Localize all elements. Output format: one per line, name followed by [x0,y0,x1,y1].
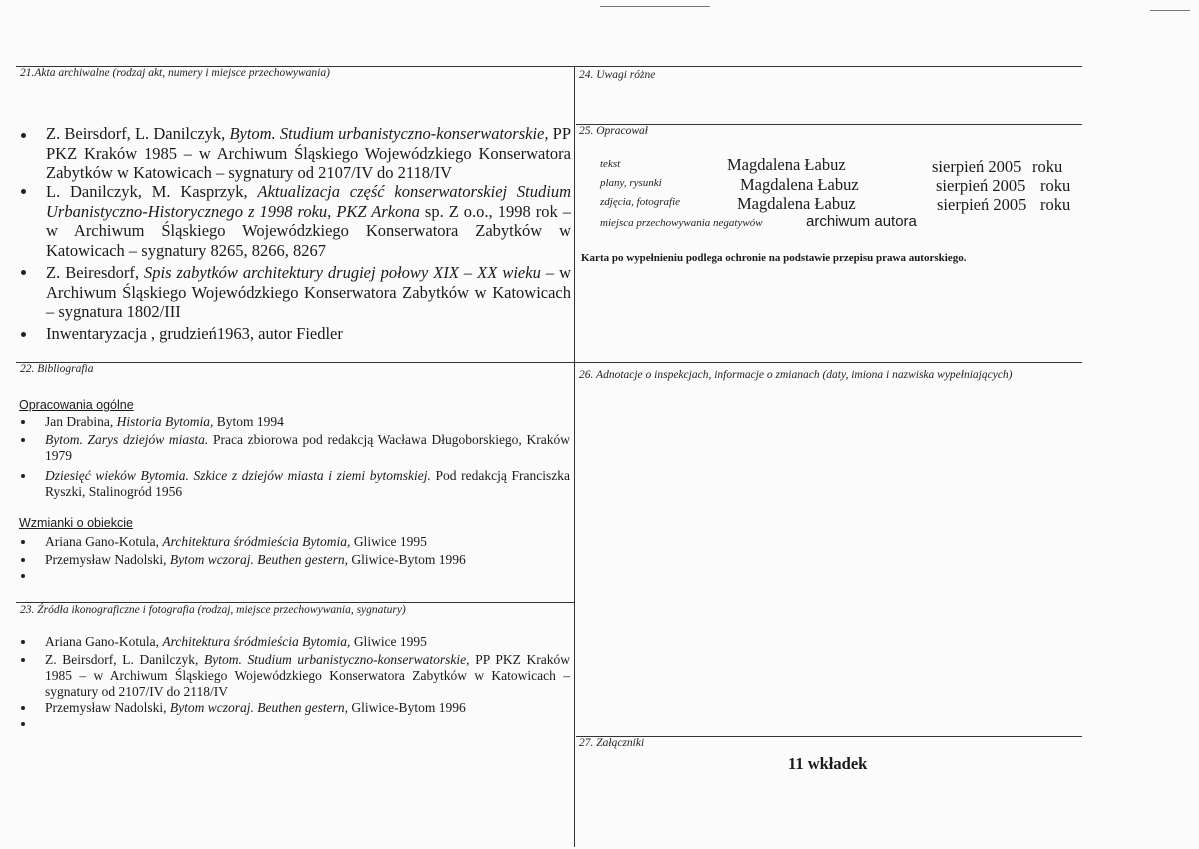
section-26-label: 26. Adnotacje o inspekcjach, informacje o zmianach (daty, imiona i nazwiska wypełniających) [579,369,1013,381]
author-date-plans: sierpień 2005 [936,176,1026,195]
bullet-icon [21,640,25,644]
general-heading: Opracowania ogólne [19,398,134,412]
author-date-photos: sierpień 2005 [937,195,1027,214]
bullet-icon [21,558,25,562]
author-key-plans: plany, rysunki [600,177,662,189]
copyright-notice: Karta po wypełnieniu podlega ochronie na podstawie przepisu prawa autorskiego. [581,252,967,264]
s23-item-1: Ariana Gano-Kotula, Architektura śródmieścia Bytomia, Gliwice 1995 [45,634,427,649]
author-date-text: sierpień 2005 [932,157,1022,176]
author-key-photos: zdjęcia, fotografie [600,196,681,208]
section-21-label: 21.Akta archiwalne (rodzaj akt, numery i miejsce przechowywania) [20,67,330,79]
author-unit-photos: roku [1040,195,1071,214]
s22-object-1: Ariana Gano-Kotula, Architektura śródmieścia Bytomia, Gliwice 1995 [45,534,427,549]
negatives-value: archiwum autora [806,213,917,230]
s22-object-2: Przemysław Nadolski, Bytom wczoraj. Beuthen gestern, Gliwice-Bytom 1996 [45,552,466,567]
section-27-label: 27. Załączniki [579,737,645,749]
bullet-icon [21,332,26,337]
author-name-plans: Magdalena Łabuz [740,175,859,194]
s21-item-1: Z. Beirsdorf, L. Danilczyk, Bytom. Studium urbanistyczno-konserwatorskie, PP PKZ Kraków 1985 – w Archiwum Śląskiego Wojewódzkiego Konserwatora Zabytków w Katowicach – sygnatury od 2107/IV do 2118/IV [46,124,572,182]
bullet-icon [21,133,26,138]
object-heading: Wzmianki o obiekcie [19,516,133,530]
section-24-label: 24. Uwagi różne [579,69,656,81]
bullet-icon [21,658,25,662]
section-23-label: 23. Źródła ikonograficzne i fotografia (rodzaj, miejsce przechowywania, sygnatury) [20,604,406,616]
bullet-icon [21,574,25,578]
author-unit-plans: roku [1040,176,1071,195]
section-divider [16,602,574,603]
s22-general-1: Jan Drabina, Historia Bytomia, Bytom 1994 [45,414,284,429]
attachments-value: 11 wkładek [788,754,868,773]
author-name-photos: Magdalena Łabuz [737,194,856,213]
s23-item-3: Przemysław Nadolski, Bytom wczoraj. Beuthen gestern, Gliwice-Bytom 1996 [45,700,466,715]
bullet-icon [21,270,26,275]
section-25-label: 25. Opracował [579,125,648,137]
scan-edge-line [1150,10,1190,11]
section-divider [576,736,1082,737]
section-divider [16,362,1082,363]
bullet-icon [21,474,25,478]
s22-general-2: Bytom. Zarys dziejów miasta. Praca zbiorowa pod redakcją Wacława Długoborskiego, Kraków 1979 [45,432,570,463]
column-divider [574,66,575,847]
author-name-text: Magdalena Łabuz [727,155,846,174]
bullet-icon [21,420,25,424]
author-key-text: tekst [600,158,621,170]
bullet-icon [21,189,26,194]
author-unit-text: roku [1032,157,1063,176]
s23-item-2: Z. Beirsdorf, L. Danilczyk, Bytom. Studium urbanistyczno-konserwatorskie, PP PKZ Kraków 1985 – w Archiwum Śląskiego Wojewódzkiego Konserwatora Zabytków w Katowicach – sygnatury od 2107/IV do 2118/IV [45,652,570,699]
s21-item-2: L. Danilczyk, M. Kasprzyk, Aktualizacja część konserwatorskiej Studium Urbanistyczno-Historycznego z 1998 roku, PKZ Arkona sp. Z o.o., 1998 rok – w Archiwum Śląskiego Wojewódzkiego Konserwatora Zabytków w Katowicach – sygnatury 8265, 8266, 8267 [46,182,571,260]
s22-general-3: Dziesięć wieków Bytomia. Szkice z dziejów miasta i ziemi bytomskiej. Pod redakcją Franciszka Ryszki, Stalinogród 1956 [45,468,571,499]
negatives-key: miejsca przechowywania negatywów [600,217,763,229]
s21-item-4: Inwentaryzacja , grudzień1963, autor Fiedler [46,324,343,343]
s21-item-3: Z. Beiresdorf, Spis zabytków architektury drugiej połowy XIX – XX wieku – w Archiwum Śląskiego Wojewódzkiego Konserwatora Zabytków w Katowicach – sygnatura 1802/III [46,263,571,321]
bullet-icon [21,722,25,726]
bullet-icon [21,540,25,544]
section-divider [576,124,1082,125]
section-22-label: 22. Bibliografia [20,363,94,375]
bullet-icon [21,438,25,442]
scan-edge-line [600,6,710,7]
bullet-icon [21,706,25,710]
